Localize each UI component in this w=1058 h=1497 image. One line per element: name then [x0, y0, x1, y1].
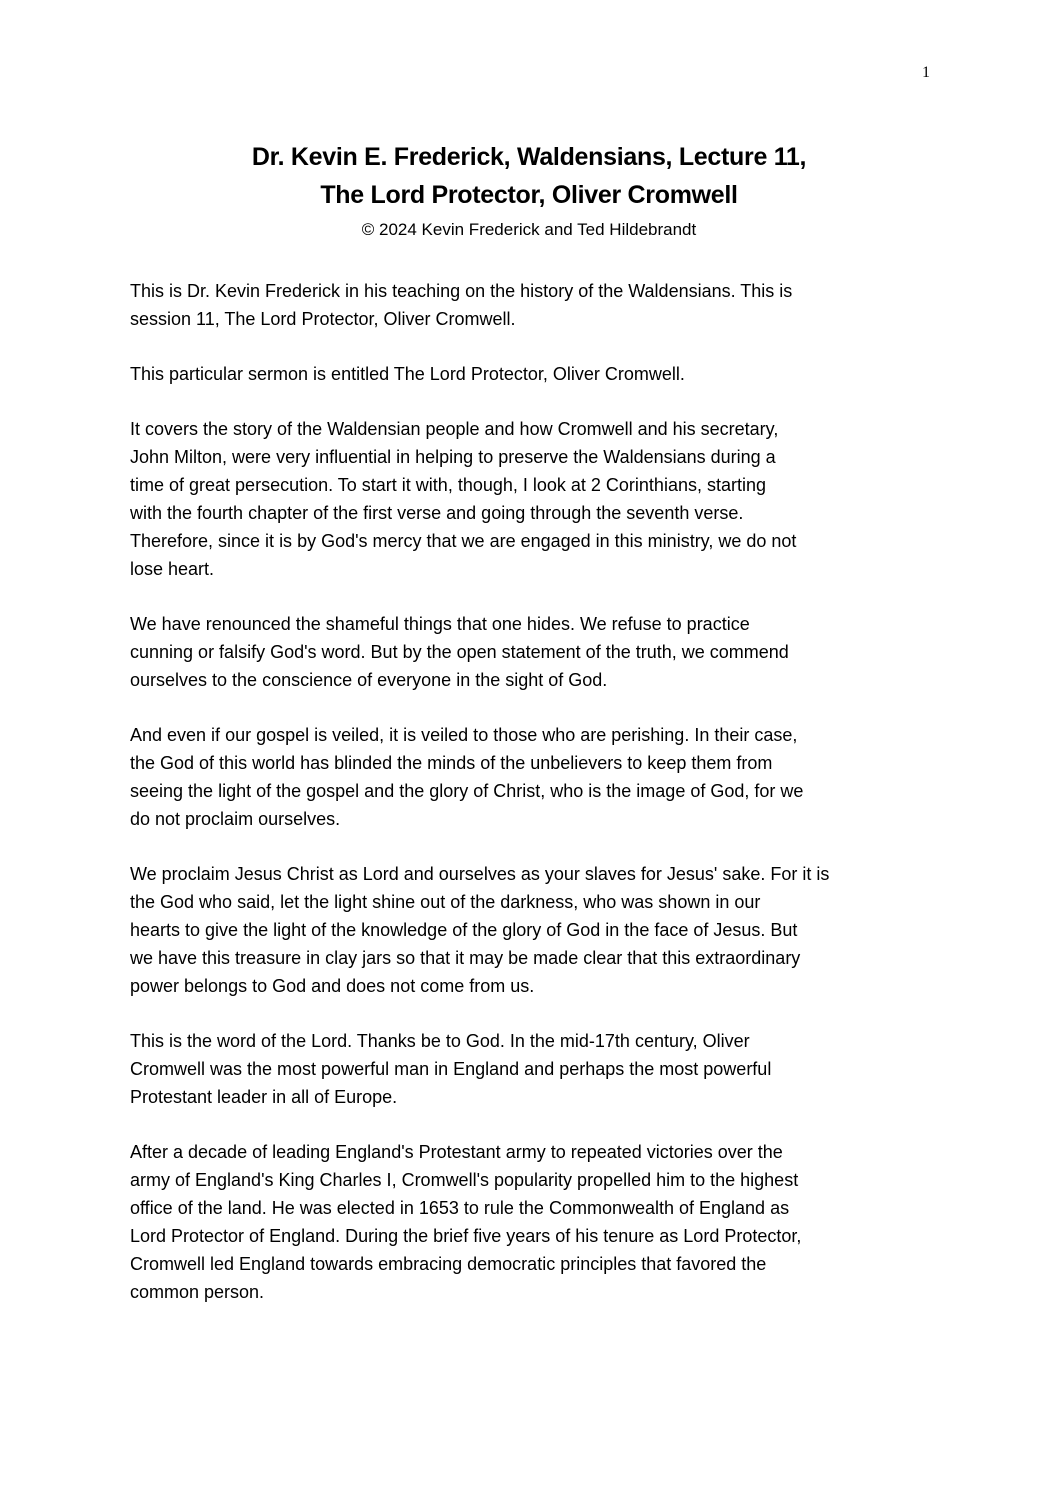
text-line: ourselves to the conscience of everyone in the sight of God. [130, 670, 608, 690]
text-line: Protestant leader in all of Europe. [130, 1087, 398, 1107]
text-line: cunning or falsify God's word. But by the open statement of the truth, we commend [130, 642, 789, 662]
text-line: We have renounced the shameful things that one hides. We refuse to practice [130, 614, 750, 634]
copyright-notice: © 2024 Kevin Frederick and Ted Hildebrandt [361, 220, 697, 239]
paragraph [130, 277, 950, 333]
text-line: lose heart. [130, 559, 215, 579]
text-line: Cromwell was the most powerful man in England and perhaps the most powerful [130, 1059, 772, 1079]
text-line: with the fourth chapter of the first verse and going through the seventh verse. [130, 503, 744, 523]
document-body [130, 277, 950, 1333]
paragraph [130, 721, 950, 833]
title-line: Dr. Kevin E. Frederick, Waldensians, Lecture 11, [251, 143, 807, 171]
text-line: do not proclaim ourselves. [130, 809, 341, 829]
text-line: Lord Protector of England. During the brief five years of his tenure as Lord Protector, [130, 1226, 802, 1246]
text-line: This particular sermon is entitled The Lord Protector, Oliver Cromwell. [130, 364, 685, 384]
text-line: After a decade of leading England's Protestant army to repeated victories over the [130, 1142, 783, 1162]
text-line: time of great persecution. To start it with, though, I look at 2 Corinthians, starting [130, 475, 766, 495]
document-title [0, 138, 1058, 214]
text-line: session 11, The Lord Protector, Oliver Cromwell. [130, 309, 516, 329]
text-line: the God of this world has blinded the minds of the unbelievers to keep them from [130, 753, 773, 773]
text-line: John Milton, were very influential in helping to preserve the Waldensians during a [130, 447, 776, 467]
text-line: office of the land. He was elected in 1653 to rule the Commonwealth of England as [130, 1198, 790, 1218]
paragraph [130, 360, 950, 388]
text-line: hearts to give the light of the knowledge of the glory of God in the face of Jesus. But [130, 920, 798, 940]
text-line: seeing the light of the gospel and the glory of Christ, who is the image of God, for we [130, 781, 804, 801]
text-line: We proclaim Jesus Christ as Lord and ourselves as your slaves for Jesus' sake. For it is [130, 864, 830, 884]
text-line: This is Dr. Kevin Frederick in his teaching on the history of the Waldensians. This is [130, 281, 793, 301]
paragraph [130, 610, 950, 694]
text-line: This is the word of the Lord. Thanks be to God. In the mid-17th century, Oliver [130, 1031, 750, 1051]
text-line: we have this treasure in clay jars so that it may be made clear that this extraordinary [130, 948, 801, 968]
paragraph [130, 860, 950, 1000]
page-number: 1 [922, 64, 930, 81]
paragraph [130, 415, 950, 583]
text-line: army of England's King Charles I, Cromwell's popularity propelled him to the highest [130, 1170, 799, 1190]
text-line: And even if our gospel is veiled, it is veiled to those who are perishing. In their case, [130, 725, 798, 745]
title-line: The Lord Protector, Oliver Cromwell [320, 181, 738, 209]
text-line: Therefore, since it is by God's mercy that we are engaged in this ministry, we do not [130, 531, 797, 551]
text-line: common person. [130, 1282, 265, 1302]
text-line: the God who said, let the light shine out of the darkness, who was shown in our [130, 892, 761, 912]
paragraph [130, 1138, 950, 1306]
text-line: power belongs to God and does not come from us. [130, 976, 535, 996]
text-line: It covers the story of the Waldensian people and how Cromwell and his secretary, [130, 419, 779, 439]
paragraph [130, 1027, 950, 1111]
text-line: Cromwell led England towards embracing democratic principles that favored the [130, 1254, 767, 1274]
